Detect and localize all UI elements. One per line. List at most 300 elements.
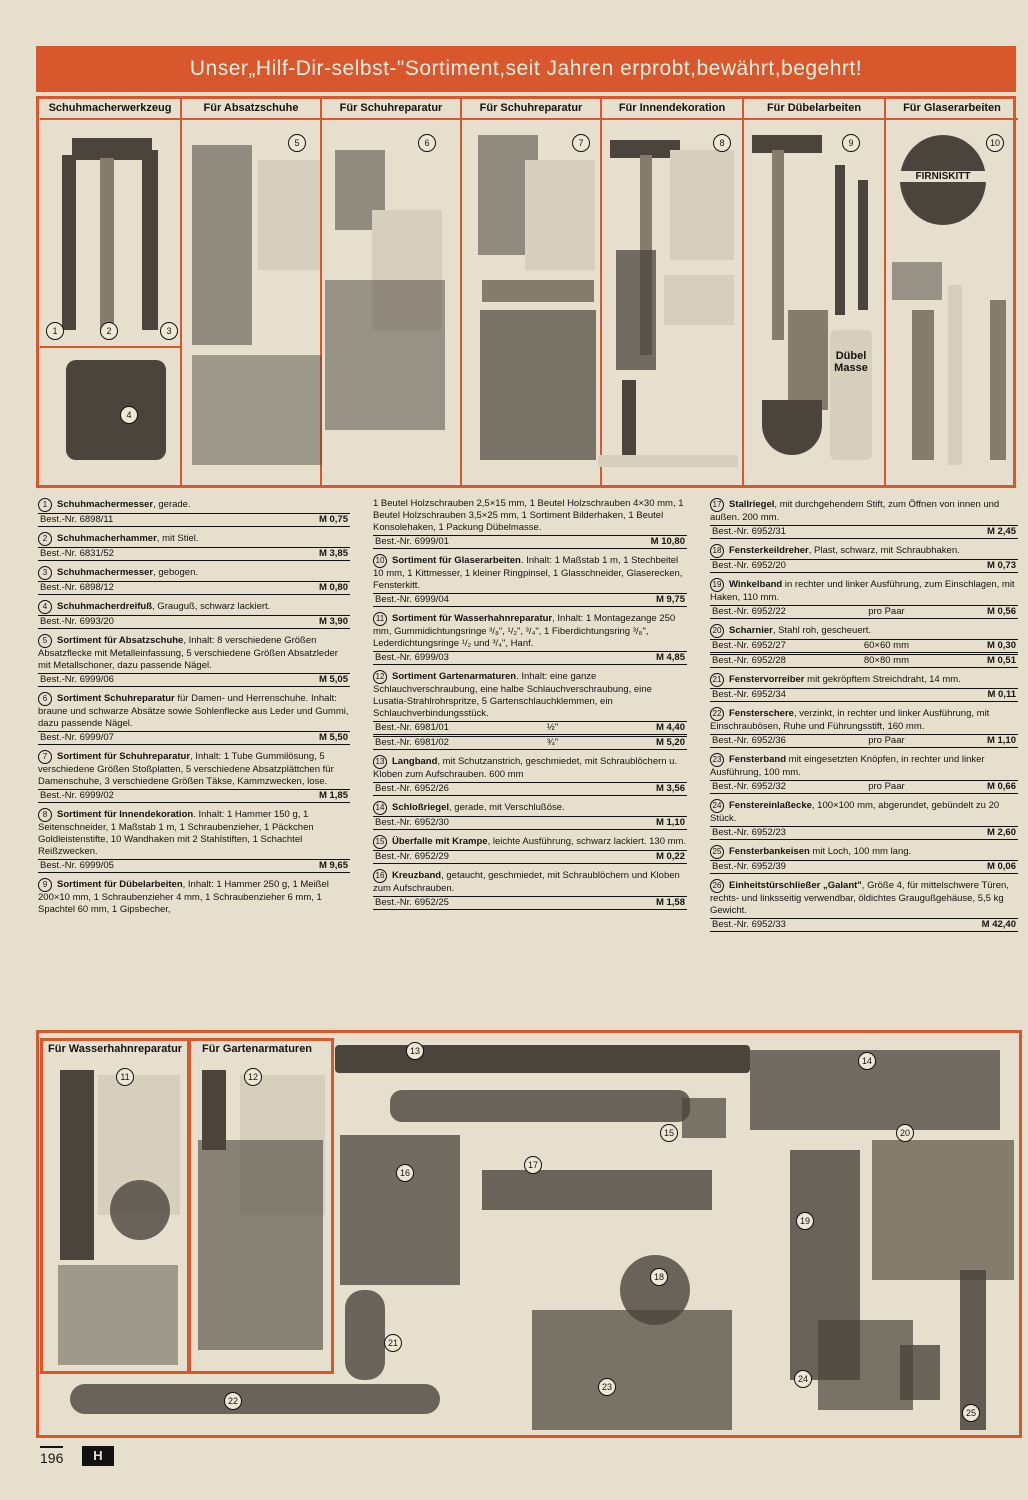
order-variant: pro Paar [868, 735, 905, 746]
order-row [373, 651, 687, 665]
entry-text: . Inhalt: 1 Hammer 150 g, 1 Seitenschneider, 1 Maßstab 1 m, 1 Schraubenzieher, 1 Päckchen Goldleistenstifte, 10 Wandhaken mit 2 Stahlstiften, 1 Schachtel Reißzwecken. [38, 809, 314, 857]
order-row [710, 688, 1018, 702]
order-row [373, 736, 687, 750]
entry-title: Überfalle mit Krampe [392, 836, 488, 847]
item-number-badge: 22 [224, 1392, 242, 1410]
item-number-badge: 15 [660, 1124, 678, 1142]
order-number: Best.-Nr. 6999/04 [375, 594, 449, 605]
order-number: Best.-Nr. 6952/32 [712, 781, 786, 792]
order-variant [786, 827, 987, 839]
price: M 0,80 [318, 582, 348, 593]
category-title: Für Absatzschuhe [182, 98, 320, 120]
order-variant [113, 514, 319, 526]
entry-text: , getaucht, geschmiedet, mit Schraublöchern und Kloben zum Aufschrauben. [373, 870, 680, 894]
order-number: Best.-Nr. 6952/25 [375, 897, 449, 908]
entry-text: , mit durchgehendem Stift, zum Öffnen von innen und außen. 200 mm. [710, 499, 1000, 523]
item-number-badge: 6 [418, 134, 436, 152]
entry-text: , gerade. [153, 499, 191, 510]
price: M 5,05 [318, 674, 348, 685]
entry-description [710, 845, 1018, 859]
heel-patches-image [192, 145, 252, 345]
entry-description [38, 692, 350, 730]
order-row [373, 535, 687, 549]
price: M 9,75 [655, 594, 685, 605]
order-variant [449, 594, 656, 606]
glue-tube-image [482, 280, 594, 302]
order-row [373, 850, 687, 864]
entry-title: Sortiment für Schuhreparatur [57, 751, 191, 762]
price: M 0,06 [986, 861, 1016, 872]
item-number-badge: 20 [896, 1124, 914, 1142]
order-variant [114, 616, 319, 628]
catalog-entry [38, 566, 350, 595]
order-variant [449, 897, 656, 909]
putty-knife-image [912, 310, 934, 460]
order-variant: pro Paar [868, 606, 905, 617]
entry-title: Schloßriegel [392, 802, 450, 813]
order-number: Best.-Nr. 6952/20 [712, 560, 786, 571]
entry-description [373, 801, 687, 815]
entry-text: mit Loch, 100 mm lang. [809, 846, 912, 857]
long-strap-hinge-image [335, 1045, 750, 1073]
order-row [38, 673, 350, 687]
catalog-entry [710, 544, 1018, 573]
price: M 9,65 [318, 860, 348, 871]
entry-title: Scharnier [729, 625, 773, 636]
price: M 1,58 [655, 897, 685, 908]
entry-number: 7 [38, 750, 52, 764]
entry-description [710, 578, 1018, 604]
entry-text: , Grauguß, schwarz lackiert. [152, 601, 271, 612]
item-number-badge: 12 [244, 1068, 262, 1086]
panel-divider [40, 346, 180, 348]
catalog-entry [710, 799, 1018, 840]
order-variant: ½" [546, 722, 559, 733]
catalog-entry [710, 578, 1018, 619]
entry-text: 1 Beutel Holzschrauben 2,5×15 mm, 1 Beutel Holzschrauben 4×30 mm, 1 Beutel Holzschrauben 3,5×25 mm, 1 Sortiment Bilderhaken, 1 Beutel Konsolehaken, 1 Packung Dübelmasse. [373, 498, 684, 533]
entry-number: 6 [38, 692, 52, 706]
price: M 4,40 [655, 722, 685, 733]
entry-title: Winkelband [729, 579, 783, 590]
catalog-entry [38, 532, 350, 561]
entry-description [38, 634, 350, 672]
entry-text: . Inhalt: 1 Maßstab 1 m, 1 Stechbeitel 10 mm, 1 Kittmesser, 1 kleiner Ringpinsel, 1 Glasschneider, Glaserecken, Fensterkitt. [373, 555, 683, 591]
order-variant [114, 732, 319, 744]
order-variant: ¾" [546, 737, 559, 748]
item-number-badge: 17 [524, 1156, 542, 1174]
spatula-image [788, 310, 828, 410]
hammer-handle-image [772, 150, 784, 340]
catalog-entry [710, 624, 1018, 668]
price: M 4,85 [655, 652, 685, 663]
price: M 10,80 [650, 536, 685, 547]
category-title: Schuhmacherwerkzeug [40, 98, 180, 120]
chisel-image [990, 300, 1006, 460]
entry-text: , leichte Ausführung, schwarz lackiert. 130 mm. [487, 836, 687, 847]
order-number: Best.-Nr. 6993/20 [40, 616, 114, 627]
order-variant [449, 652, 656, 664]
price: M 0,22 [655, 851, 685, 862]
entry-number: 8 [38, 808, 52, 822]
order-number: Best.-Nr. 6999/06 [40, 674, 114, 685]
hooks-box-image [664, 275, 734, 325]
entry-description [38, 566, 350, 580]
entry-title: Kreuzband [392, 870, 442, 881]
order-number: Best.-Nr. 6831/52 [40, 548, 114, 559]
entry-description [710, 673, 1018, 687]
entry-number: 9 [38, 878, 52, 892]
entry-number: 15 [373, 835, 387, 849]
entry-text: , gebogen. [153, 567, 199, 578]
entry-description [373, 612, 687, 650]
catalog-entry [710, 498, 1018, 539]
entry-number: 1 [38, 498, 52, 512]
order-row [38, 731, 350, 745]
category-title: Für Glaserarbeiten [886, 98, 1018, 120]
catalog-entry [373, 869, 687, 910]
item-number-badge: 23 [598, 1378, 616, 1396]
entry-description [710, 707, 1018, 733]
price: M 0,56 [986, 606, 1016, 617]
entry-number: 18 [710, 544, 724, 558]
category-title: Für Innendekoration [602, 98, 742, 120]
order-variant [786, 689, 988, 701]
catalog-entry [373, 670, 687, 750]
order-number: Best.-Nr. 6999/02 [40, 790, 114, 801]
entry-title: Schuhmacherdreifuß [57, 601, 153, 612]
order-number: Best.-Nr. 6952/34 [712, 689, 786, 700]
entry-number: 14 [373, 801, 387, 815]
entry-title: Sortiment für Innendekoration [57, 809, 194, 820]
entry-text: in rechter und linker Ausführung, zum Einschlagen, mit Haken, 110 mm. [710, 579, 1015, 603]
entry-number: 12 [373, 670, 387, 684]
entry-title: Langband [392, 756, 438, 767]
item-number-badge: 11 [116, 1068, 134, 1086]
entry-text: . Inhalt: eine ganze Schlauchverschraubung, eine halbe Schlauchverschraubung, eine Lusatia-Strahlrohrspritze, 5 Gartenschlauchklemmen, ein Schlauchverbindungsstück. [373, 671, 652, 719]
order-number: Best.-Nr. 6952/30 [375, 817, 449, 828]
knife-image [62, 155, 76, 330]
pliers-image [616, 250, 656, 370]
firniskitt-label: FIRNISKITT [900, 171, 986, 182]
order-number: Best.-Nr. 6981/01 [375, 722, 449, 733]
price: M 2,45 [986, 526, 1016, 537]
category-title: Für Schuhreparatur [462, 98, 600, 120]
item-number-badge: 18 [650, 1268, 668, 1286]
order-row [373, 782, 687, 796]
item-number-badge: 1 [46, 322, 64, 340]
entry-description [710, 799, 1018, 825]
catalog-entry [373, 755, 687, 796]
hemp-image [110, 1180, 170, 1240]
item-number-badge: 3 [160, 322, 178, 340]
catalog-entry [373, 554, 687, 607]
entry-title: Sortiment für Dübelarbeiten [57, 879, 183, 890]
price: M 0,30 [986, 640, 1016, 651]
order-variant: pro Paar [868, 781, 905, 792]
tee-hinge-image [340, 1135, 460, 1285]
order-row [710, 559, 1018, 573]
entry-description [38, 808, 350, 858]
rubber-rings-image [58, 1265, 178, 1365]
bag-image [670, 150, 734, 260]
category-title: Für Schuhreparatur [322, 98, 460, 120]
firniskitt-tin [900, 135, 986, 225]
entry-number: 26 [710, 879, 724, 893]
order-variant: 60×60 mm [863, 640, 910, 651]
entry-description [373, 869, 687, 895]
order-number: Best.-Nr. 6952/36 [712, 735, 786, 746]
category-title: Für Dübelarbeiten [744, 98, 884, 120]
order-number: Best.-Nr. 6898/11 [40, 514, 114, 525]
entry-number: 10 [373, 554, 387, 568]
entry-description [38, 498, 350, 512]
duebel-masse-can [830, 330, 872, 460]
heel-leathers-image [192, 355, 322, 465]
entry-number: 2 [38, 532, 52, 546]
duebel-masse-label: Dübel Masse [834, 350, 868, 374]
entry-description [38, 532, 350, 546]
entry-text: , Plast, schwarz, mit Schraubhaken. [808, 545, 960, 556]
item-number-badge: 24 [794, 1370, 812, 1388]
order-row [373, 816, 687, 830]
entry-number: 13 [373, 755, 387, 769]
entry-description [373, 755, 687, 781]
text-column-1 [38, 498, 350, 921]
price: M 5,50 [318, 732, 348, 743]
window-stay-image [70, 1384, 440, 1414]
entry-number: 21 [710, 673, 724, 687]
item-number-badge: 4 [120, 406, 138, 424]
entry-text: , Inhalt: 1 Montagezange 250 mm, Gummidichtungsringe ³/₈", ¹/₂", ³/₄", 1 Fiberdichtungsring ³/₈", Lederdichtungsringe ¹/₂ und ³/₄", Hanf. [373, 613, 676, 649]
order-row [38, 789, 350, 803]
entry-number: 3 [38, 566, 52, 580]
order-row [38, 513, 350, 527]
order-variant [449, 817, 656, 829]
entry-number: 20 [710, 624, 724, 638]
entry-text: , Größe 4, für mittelschwere Türen, rechts- und linksseitig verwendbar, öldichtes Graugußgehäuse, 5,5 kg Gewicht. [710, 880, 1009, 916]
order-number: Best.-Nr. 6981/02 [375, 737, 449, 748]
screwdriver-image [622, 380, 636, 460]
entry-description [710, 498, 1018, 524]
item-number-badge: 2 [100, 322, 118, 340]
entry-title: Fensterbankeisen [729, 846, 810, 857]
entry-title: Sortiment für Wasserhahnreparatur [392, 613, 553, 624]
entry-title: Fensterband [729, 754, 787, 765]
text-column-2 [373, 498, 687, 915]
screwdriver-image [835, 165, 845, 315]
hammer-image [72, 138, 152, 160]
order-variant [449, 851, 656, 863]
entry-number: 23 [710, 753, 724, 767]
entry-description [373, 835, 687, 849]
bag-image [525, 160, 595, 270]
page-number: 196 [40, 1446, 63, 1466]
order-number: Best.-Nr. 6952/33 [712, 919, 786, 930]
order-variant: 80×80 mm [863, 655, 910, 666]
entry-text: mit gekröpftem Streichdraht, 14 mm. [804, 674, 961, 685]
entry-title: Schuhmacherhammer [57, 533, 157, 544]
item-number-badge: 5 [288, 134, 306, 152]
entry-text: , gerade, mit Verschlußöse. [449, 802, 565, 813]
order-number: Best.-Nr. 6952/39 [712, 861, 786, 872]
entry-title: Schuhmachermesser [57, 499, 154, 510]
order-row [710, 639, 1018, 653]
catalog-entry [38, 498, 350, 527]
hose-nozzle-image [202, 1070, 226, 1150]
entry-text: , verzinkt, in rechter und linker Ausführung, mit Einschraubösen, Ruhe und Führungsstift, 160 mm. [710, 708, 990, 732]
price: M 1,10 [986, 735, 1016, 746]
entry-description [373, 554, 687, 592]
order-row [710, 654, 1018, 668]
entry-description [710, 544, 1018, 558]
entry-number: 16 [373, 869, 387, 883]
entry-number: 5 [38, 634, 52, 648]
entry-title: Fenstervorreiber [729, 674, 805, 685]
entry-text: , mit Schutzanstrich, geschmiedet, mit Schraublöchern u. Kloben zum Aufschrauben. 600 mm [373, 756, 678, 780]
order-variant [449, 536, 651, 548]
text-column-3 [710, 498, 1018, 937]
entry-description [373, 670, 687, 720]
bag-image [258, 160, 320, 270]
order-variant [786, 560, 987, 572]
catalog-entry [710, 879, 1018, 932]
entry-title: Stallriegel [729, 499, 775, 510]
order-variant [114, 548, 319, 560]
order-number: Best.-Nr. 6952/29 [375, 851, 449, 862]
shoe-last-image [66, 360, 166, 460]
price: M 0,11 [987, 689, 1016, 700]
entry-number: 24 [710, 799, 724, 813]
order-variant [114, 674, 319, 686]
entry-description [38, 750, 350, 788]
entry-text: , 100×100 mm, abgerundet, gebündelt zu 20 Stück. [710, 800, 1000, 824]
entry-title: Sortiment Gartenarmaturen [392, 671, 517, 682]
entry-text: , Inhalt: 1 Tube Gummilösung, 5 verschiedene Größen Stoßplatten, 5 verschiedene Absatzplättchen für Damenschuhe, 3 verschiedene Größen Täkse, Kammzwecken, lose. [38, 751, 334, 787]
entry-title: Sortiment Schuhreparatur [57, 693, 175, 704]
staple-image [682, 1098, 726, 1138]
entry-text: mit eingesetzten Knöpfen, in rechter und linker Ausführung, 100 mm. [710, 754, 985, 778]
heels-image [325, 280, 445, 430]
entry-number: 25 [710, 845, 724, 859]
ruler-image [598, 455, 738, 467]
order-row [373, 721, 687, 735]
order-number: Best.-Nr. 6952/26 [375, 783, 449, 794]
window-hinge-image [532, 1310, 732, 1430]
glazier-corners-image [892, 262, 942, 300]
order-row [373, 593, 687, 607]
order-variant [786, 861, 987, 873]
order-row [38, 859, 350, 873]
item-number-badge: 7 [572, 134, 590, 152]
catalog-entry [38, 634, 350, 687]
order-variant [786, 919, 982, 931]
order-number: Best.-Nr. 6999/07 [40, 732, 114, 743]
order-variant [114, 790, 319, 802]
catalog-entry [38, 600, 350, 629]
garden-panel-title: Für Gartenarmaturen [202, 1043, 313, 1055]
hammer-handle-image [100, 158, 114, 330]
item-number-badge: 19 [796, 1212, 814, 1230]
price: M 0,73 [986, 560, 1016, 571]
order-row [710, 734, 1018, 748]
order-number: Best.-Nr. 6952/31 [712, 526, 786, 537]
order-variant [449, 783, 656, 795]
order-number: Best.-Nr. 6952/23 [712, 827, 786, 838]
catalog-entry [373, 835, 687, 864]
entry-description [710, 624, 1018, 638]
entry-text: , mit Stiel. [156, 533, 199, 544]
order-number: Best.-Nr. 6999/05 [40, 860, 114, 871]
order-row [710, 918, 1018, 932]
price: M 5,20 [655, 737, 685, 748]
item-number-badge: 21 [384, 1334, 402, 1352]
order-number: Best.-Nr. 6952/22 [712, 606, 786, 617]
ruler-image [948, 285, 962, 465]
entry-number: 22 [710, 707, 724, 721]
entry-title: Einheitstürschließer „Galant" [729, 880, 862, 891]
header-banner: Unser„Hilf-Dir-selbst-"Sortiment,seit Jahren erprobt,bewährt,begehrt! [36, 46, 1016, 92]
hose-couplings-image [198, 1140, 323, 1350]
order-variant [114, 582, 319, 594]
stable-bolt-image [482, 1170, 712, 1210]
price: M 1,10 [655, 817, 685, 828]
order-row [710, 860, 1018, 874]
catalog-entry [710, 845, 1018, 874]
entry-number: 17 [710, 498, 724, 512]
price: M 1,85 [318, 790, 348, 801]
entry-title: Sortiment für Glaserarbeiten [392, 555, 521, 566]
hammer-image [752, 135, 822, 153]
entry-number: 11 [373, 612, 387, 626]
entry-number: 19 [710, 578, 724, 592]
rod-hook-image [900, 1345, 940, 1400]
nails-image [480, 310, 596, 460]
entry-title: Fensterkeildreher [729, 545, 809, 556]
price: M 0,66 [986, 781, 1016, 792]
order-variant [786, 526, 987, 538]
screwdriver-image [858, 180, 868, 310]
order-row [710, 780, 1018, 794]
price: M 0,75 [318, 514, 348, 525]
order-number: Best.-Nr. 6952/27 [712, 640, 786, 651]
order-number: Best.-Nr. 6952/28 [712, 655, 786, 666]
entry-number: 4 [38, 600, 52, 614]
butt-hinge-image [872, 1140, 1014, 1280]
item-number-badge: 16 [396, 1164, 414, 1182]
price: M 3,56 [655, 783, 685, 794]
price: M 3,90 [318, 616, 348, 627]
entry-description [710, 879, 1018, 917]
curved-knife-image [142, 150, 158, 330]
catalog-entry [38, 692, 350, 745]
entry-title: Sortiment für Absatzschuhe [57, 635, 184, 646]
entry-text: für Damen- und Herrenschuhe. Inhalt: braune und schwarze Absätze sowie Sohlenflecke aus Leder und Gummi, dazu passende Nägel. [38, 693, 349, 729]
entry-text: , Stahl roh, gescheuert. [772, 625, 872, 636]
item-number-badge: 9 [842, 134, 860, 152]
hasp-image [390, 1090, 690, 1122]
entry-description [38, 878, 350, 916]
order-row [38, 581, 350, 595]
catalog-entry [710, 707, 1018, 748]
entry-description [38, 600, 350, 614]
order-number: Best.-Nr. 6999/03 [375, 652, 449, 663]
order-number: Best.-Nr. 6898/12 [40, 582, 114, 593]
catalog-entry [38, 878, 350, 916]
publisher-logo: H [82, 1446, 114, 1466]
price: M 2,60 [986, 827, 1016, 838]
faucet-panel-title: Für Wasserhahnreparatur [48, 1043, 183, 1055]
pipe-wrench-image [60, 1070, 94, 1260]
